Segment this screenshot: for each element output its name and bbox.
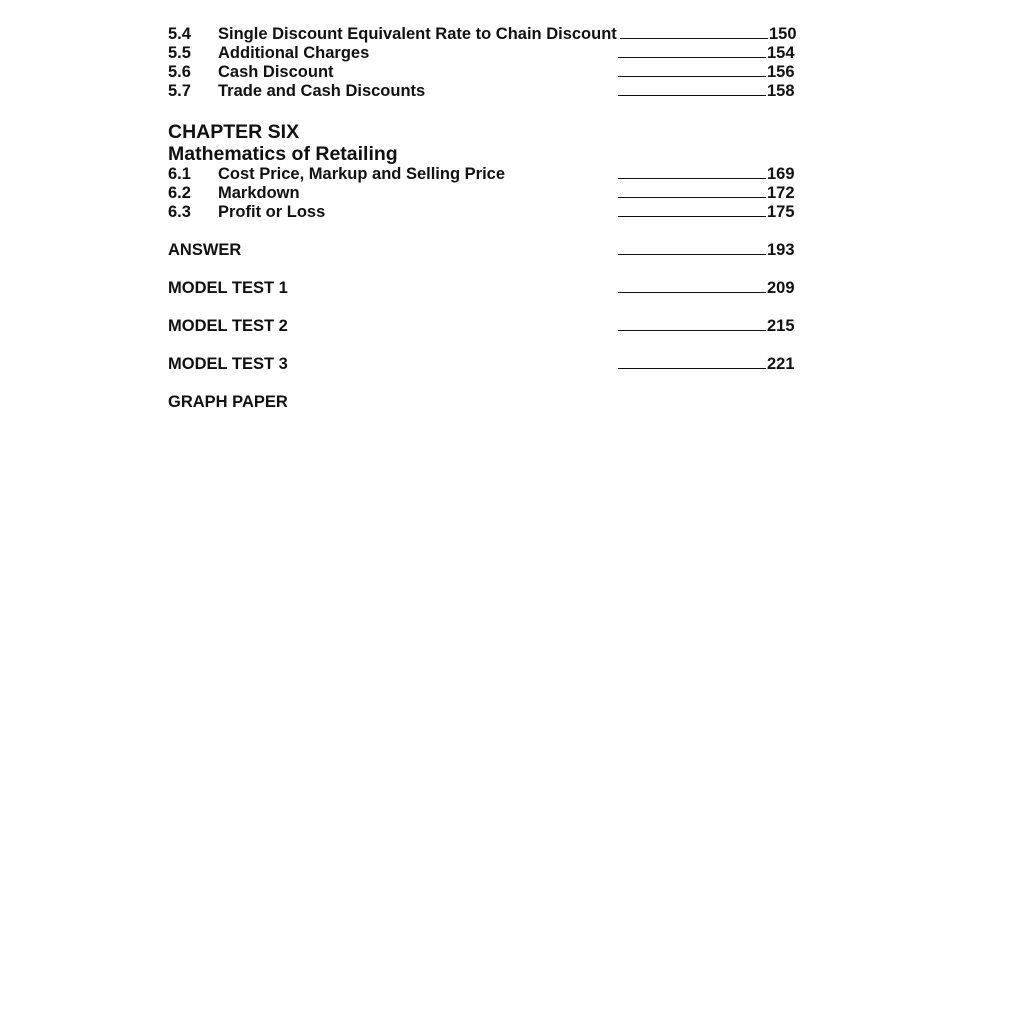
toc-entry-6-1 [168, 165, 808, 184]
section-number: 6.3 [168, 203, 191, 221]
page-number: 193 [767, 241, 795, 259]
toc-entry-model-test-1 [168, 279, 808, 298]
toc-entry-6-2 [168, 184, 808, 203]
page-number: 150 [769, 25, 797, 43]
page-number: 169 [767, 165, 795, 183]
section-title: ANSWER [168, 241, 242, 259]
page-number: 175 [767, 203, 795, 221]
dot-leader [620, 38, 768, 39]
page-number: 158 [767, 82, 795, 100]
dot-leader [618, 57, 766, 58]
toc-entry-5-7 [168, 82, 808, 101]
section-number: 5.6 [168, 63, 191, 81]
dot-leader [618, 197, 766, 198]
section-number: 5.4 [168, 25, 191, 43]
page-number: 215 [767, 317, 795, 335]
section-title: Profit or Loss [218, 203, 326, 221]
dot-leader [618, 76, 766, 77]
table-of-contents [168, 25, 808, 412]
page-number: 156 [767, 63, 795, 81]
section-number: 5.7 [168, 82, 191, 100]
page-number: 209 [767, 279, 795, 297]
section-number: 6.1 [168, 165, 191, 183]
section-title: Markdown [218, 184, 300, 202]
toc-entry-5-4 [168, 25, 808, 44]
dot-leader [618, 254, 766, 255]
section-number: 6.2 [168, 184, 191, 202]
page-number: 154 [767, 44, 795, 62]
dot-leader [618, 178, 766, 179]
dot-leader [618, 330, 766, 331]
toc-entry-5-6 [168, 63, 808, 82]
page-number: 221 [767, 355, 795, 373]
section-title: Cost Price, Markup and Selling Price [218, 165, 506, 183]
page-number: 172 [767, 184, 795, 202]
chapter-heading: CHAPTER SIX [168, 121, 300, 143]
dot-leader [618, 292, 766, 293]
toc-entry-model-test-3 [168, 355, 808, 374]
toc-entry-graph-paper [168, 393, 808, 412]
section-title: Trade and Cash Discounts [218, 82, 426, 100]
section-title: MODEL TEST 2 [168, 317, 288, 335]
section-title: Additional Charges [218, 44, 370, 62]
section-title: MODEL TEST 1 [168, 279, 288, 297]
section-title: Cash Discount [218, 63, 334, 81]
toc-entry-5-5 [168, 44, 808, 63]
section-number: 5.5 [168, 44, 191, 62]
toc-entry-model-test-2 [168, 317, 808, 336]
section-title: MODEL TEST 3 [168, 355, 288, 373]
dot-leader [618, 216, 766, 217]
section-title: Single Discount Equivalent Rate to Chain Discount [218, 25, 617, 43]
dot-leader [618, 368, 766, 369]
section-title: GRAPH PAPER [168, 393, 288, 411]
dot-leader [618, 95, 766, 96]
toc-entry-answer [168, 241, 808, 260]
toc-entry-6-3 [168, 203, 808, 222]
chapter-subtitle: Mathematics of Retailing [168, 143, 398, 165]
